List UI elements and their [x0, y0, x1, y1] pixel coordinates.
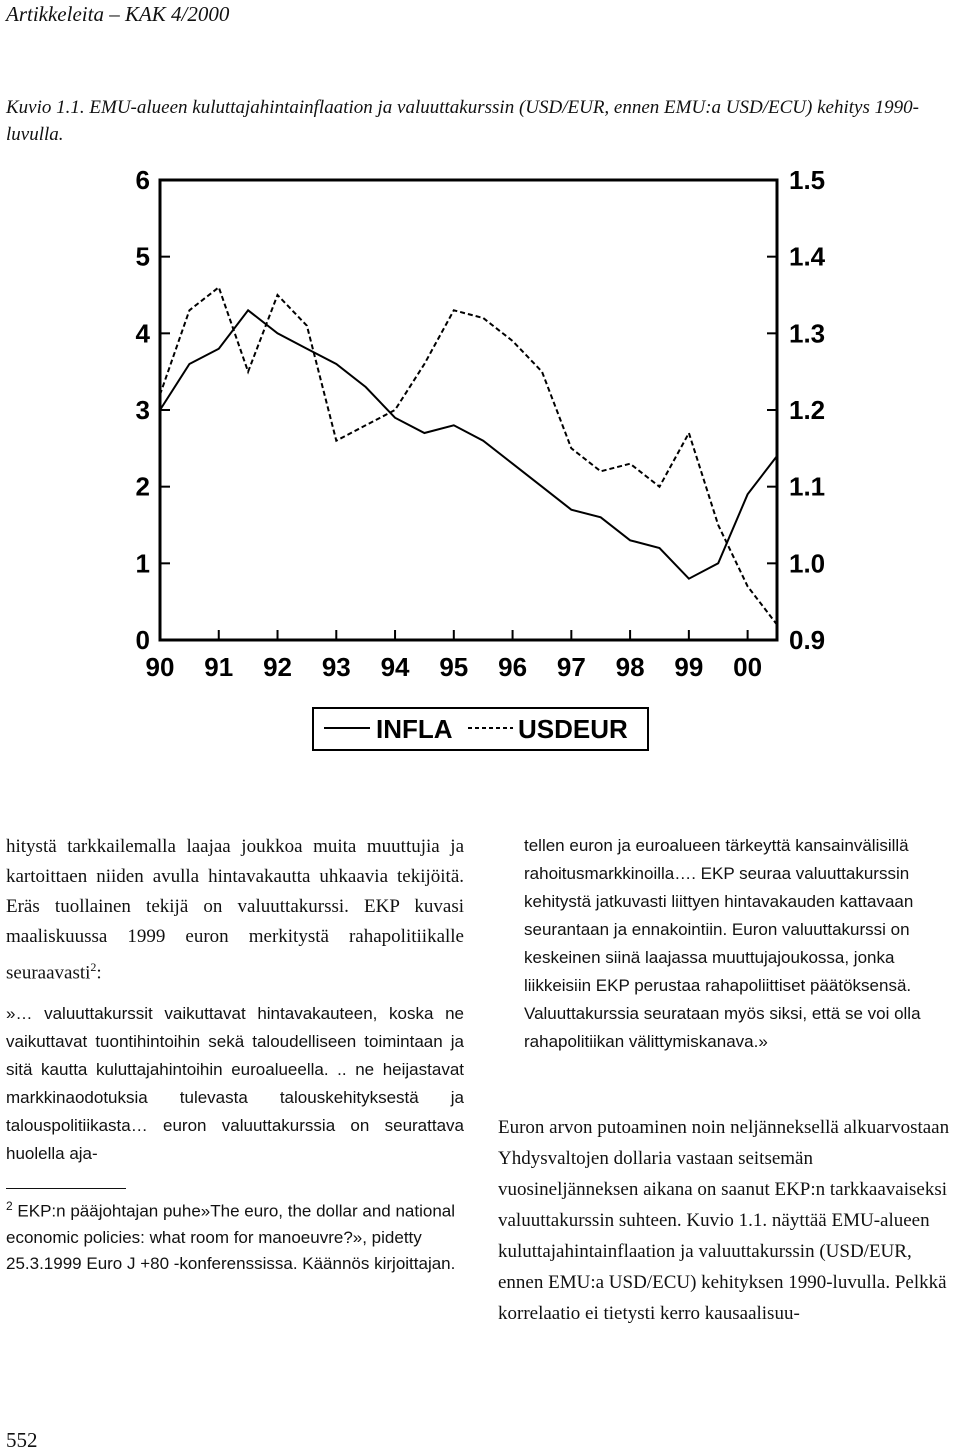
y-right-tick-label: 1.4 — [789, 241, 826, 272]
y-left-tick-label: 5 — [135, 241, 150, 272]
legend-usdeur-label: USDEUR — [518, 714, 628, 744]
y-left-tick-label: 3 — [135, 395, 150, 425]
x-tick-label: 94 — [380, 652, 410, 682]
x-tick-label: 98 — [615, 652, 645, 682]
y-left-tick-label: 0 — [135, 625, 150, 655]
figure-caption: Kuvio 1.1. EMU-alueen kuluttajahintainflaation ja valuuttakurssin (USD/EUR, ennen EMU:a USD/ECU) kehitys 1990-luvulla. — [6, 97, 919, 145]
paragraph: hitystä tarkkailemalla laajaa joukkoa muita muuttujia ja kartoittaen niiden avulla hintavakautta uhkaavia tekijöitä. Eräs tuollainen tekijä on valuuttakurssi. EKP kuvasi maaliskuussa 1999 euron merkitystä rahapolitiikalle seuraavasti$^2$: — [6, 836, 464, 984]
series-layer — [160, 287, 777, 624]
y-right-tick-label: 1.1 — [789, 471, 826, 502]
line-chart — [120, 160, 840, 760]
plot-frame — [160, 180, 777, 640]
y-right-tick-label: 1.0 — [789, 548, 826, 579]
x-axis — [146, 630, 763, 682]
running-header: Artikkeleita – KAK 4/2000 — [6, 2, 230, 26]
legend — [313, 708, 648, 750]
x-tick-label: 95 — [439, 652, 469, 682]
footnote: $^2$ EKP:n pääjohtajan puhe»The euro, the dollar and national economic policies: what room for manoeuvre?», pidetty 25.3.1999 Euro J +80 -konferenssissa. Käännös kirjoittajan. — [6, 1199, 456, 1273]
x-tick-label: 92 — [263, 652, 292, 682]
left-axis — [136, 165, 170, 655]
y-left-tick-label: 1 — [135, 548, 150, 579]
y-left-tick-label: 6 — [135, 165, 150, 195]
x-tick-label: 99 — [674, 652, 704, 682]
y-left-tick-label: 4 — [135, 318, 150, 349]
blockquote-continued: tellen euron ja euroalueen tärkeyttä kansainvälisillä rahoitusmarkkinoilla…. EKP seuraa valuuttakurssin kehitystä jatkuvasti liittyen hintavakauden kattavaan seurantaan ja ennakointiin. Euron valuuttakurssi on keskeinen siinä laajassa muuttujajoukossa, jonka liikkeisiin EKP perustaa rahapoliittiset päätöksensä. Valuuttakurssia seurataan myös siksi, että se voi olla rahapolitiikan välittymiskanava.» — [524, 836, 921, 1051]
x-tick-label: 93 — [321, 652, 351, 682]
footnote-rule — [6, 1188, 126, 1189]
body-paragraph: Euron arvon putoaminen noin neljänneksellä alkuarvostaan Yhdysvaltojen dollaria vastaan seitsemän vuosineljänneksen aikana on saanut EKP:n tarkkaavaiseksi valuuttakurssin suhteen. Kuvio 1.1. näyttää EMU-alueen kuluttajahintainflaation ja valuuttakurssin (USD/EUR, ennen EMU:a USD/ECU) kehityksen 1990-luvulla. Pelkkä korrelaatio ei tietysti kerro kausaalisuu- — [498, 1117, 950, 1324]
right-column — [524, 832, 960, 1056]
y-left-tick-label: 2 — [135, 471, 150, 502]
x-tick-label: 96 — [498, 652, 528, 682]
y-right-tick-label: 1.5 — [789, 165, 826, 195]
page-number: 552 — [6, 1428, 38, 1452]
blockquote: »… valuuttakurssit vaikuttavat hintavakauteen, koska ne vaikuttavat tuontihintoihin sekä taloudelliseen toimintaan ja sitä kautta kuluttajahintoihin euroalueella. .. ne heijastavat markkinaodotuksia tulevasta talouskehityksestä ja talouspolitiikasta… euron valuuttakurssia on seurattava huolella aja- — [6, 1004, 464, 1164]
x-tick-label: 91 — [204, 652, 234, 682]
y-right-tick-label: 1.2 — [789, 395, 826, 425]
x-tick-label: 90 — [145, 652, 175, 682]
x-tick-label: 00 — [733, 652, 763, 682]
x-tick-label: 97 — [556, 652, 586, 682]
legend-infla-label: INFLA — [376, 714, 453, 744]
y-right-tick-label: 0.9 — [789, 625, 826, 655]
left-column — [6, 832, 464, 1277]
series-infla-line — [160, 310, 777, 578]
y-right-tick-label: 1.3 — [789, 318, 826, 349]
